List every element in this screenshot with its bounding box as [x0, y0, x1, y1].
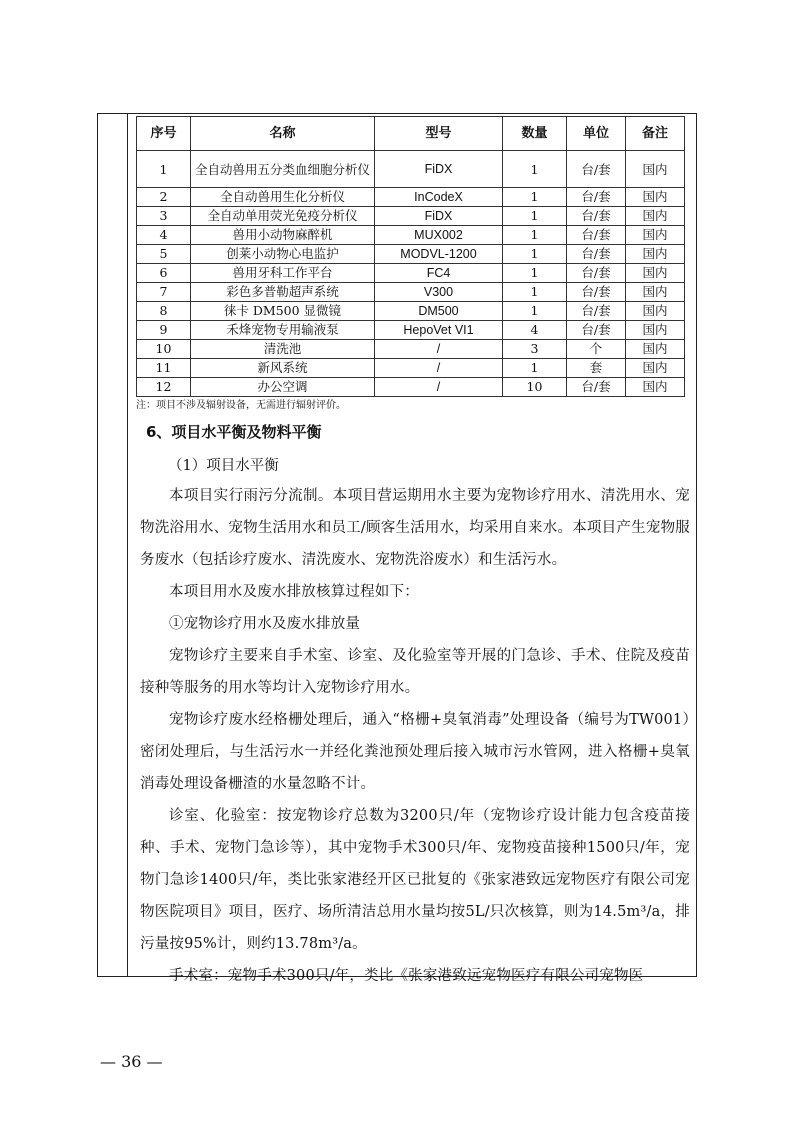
cell-name: 新风系统: [191, 359, 375, 378]
paragraph: 本项目实行雨污分流制。本项目营运期用水主要为宠物诊疗用水、清洗用水、宠物洗浴用水、宠物生活用水和员工/顾客生活用水，均采用自来水。本项目产生宠物服务废水（包括诊疗废水、清洗废水、宠物洗浴废水）和生活污水。: [140, 488, 690, 568]
subheading: （1）项目水平衡: [168, 458, 279, 474]
cell-model: /: [375, 340, 503, 359]
equipment-table: [136, 116, 685, 397]
cell-name: 清洗池: [191, 340, 375, 359]
cell-model: /: [375, 359, 503, 378]
header-unit: 单位: [567, 117, 626, 151]
cell-quantity: 3: [503, 340, 567, 359]
table-row: [137, 207, 685, 226]
paragraph: 宠物诊疗废水经格栅处理后，通入“格栅+臭氧消毒”处理设备（编号为TW001）密闭处理后，与生活污水一并经化粪池预处理后接入城市污水管网，进入格栅+臭氧消毒处理设备栅渣的水量忽略不计。: [140, 712, 690, 792]
cell-name: 彩色多普勒超声系统: [191, 283, 375, 302]
header-index: 序号: [137, 117, 191, 151]
cell-quantity: 1: [503, 302, 567, 321]
paragraph: 宠物诊疗主要来自手术室、诊室、及化验室等开展的门急诊、手术、住院及疫苗接种等服务的用水等均计入宠物诊疗用水。: [140, 648, 690, 696]
cell-index: 2: [137, 188, 191, 207]
table-row: [137, 283, 685, 302]
table-row: [137, 188, 685, 207]
cell-name: 办公空调: [191, 378, 375, 397]
paragraph: 手术室：宠物手术300只/年，类比《张家港致远宠物医疗有限公司宠物医: [169, 968, 644, 984]
cell-name: 全自动兽用五分类血细胞分析仪: [191, 151, 375, 188]
cell-model: FiDX: [375, 151, 503, 188]
cell-remark: 国内: [626, 226, 685, 245]
cell-index: 8: [137, 302, 191, 321]
cell-remark: 国内: [626, 151, 685, 188]
cell-quantity: 1: [503, 283, 567, 302]
cell-unit: 台/套: [567, 207, 626, 226]
cell-quantity: 4: [503, 321, 567, 340]
table-note: 注：项目不涉及辐射设备，无需进行辐射评价。: [136, 400, 346, 411]
cell-model: V300: [375, 283, 503, 302]
header-remark: 备注: [626, 117, 685, 151]
body-text: [140, 480, 690, 992]
paragraph: ①宠物诊疗用水及废水排放量: [169, 616, 361, 632]
table-row: [137, 245, 685, 264]
cell-name: 兽用牙科工作平台: [191, 264, 375, 283]
cell-remark: 国内: [626, 340, 685, 359]
cell-name: 全自动单用荧光免疫分析仪: [191, 207, 375, 226]
cell-remark: 国内: [626, 264, 685, 283]
cell-quantity: 1: [503, 245, 567, 264]
cell-index: 3: [137, 207, 191, 226]
paragraph: 诊室、化验室：按宠物诊疗总数为3200只/年（宠物诊疗设计能力包含疫苗接种、手术、宠物门急诊等），其中宠物手术300只/年、宠物疫苗接种1500只/年，宠物门急诊1400只/年，类比张家港经开区已批复的《张家港致远宠物医疗有限公司宠物医院项目》项目，医疗、场所清洁总用水量均按5L/只次核算，则为14.5m³/a，排污量按95%计，则约13.78m³/a。: [140, 808, 690, 952]
cell-model: MUX002: [375, 226, 503, 245]
cell-unit: 个: [567, 340, 626, 359]
table-row: [137, 226, 685, 245]
table-row: [137, 151, 685, 188]
cell-index: 12: [137, 378, 191, 397]
cell-unit: 台/套: [567, 151, 626, 188]
cell-remark: 国内: [626, 378, 685, 397]
cell-quantity: 1: [503, 188, 567, 207]
cell-model: MODVL-1200: [375, 245, 503, 264]
cell-quantity: 1: [503, 264, 567, 283]
cell-index: 6: [137, 264, 191, 283]
cell-unit: 台/套: [567, 226, 626, 245]
cell-index: 4: [137, 226, 191, 245]
cell-unit: 套: [567, 359, 626, 378]
cell-model: HepoVet VI1: [375, 321, 503, 340]
cell-unit: 台/套: [567, 245, 626, 264]
cell-name: 创莱小动物心电监护: [191, 245, 375, 264]
cell-model: InCodeX: [375, 188, 503, 207]
table-row: [137, 359, 685, 378]
table-row: [137, 264, 685, 283]
cell-quantity: 1: [503, 151, 567, 188]
table-row: [137, 302, 685, 321]
cell-unit: 台/套: [567, 302, 626, 321]
table-row: [137, 378, 685, 397]
cell-quantity: 1: [503, 226, 567, 245]
table-header-row: [137, 117, 685, 151]
cell-remark: 国内: [626, 188, 685, 207]
cell-index: 9: [137, 321, 191, 340]
header-model: 型号: [375, 117, 503, 151]
frame-inner-line: [127, 113, 128, 977]
cell-index: 7: [137, 283, 191, 302]
cell-name: 徕卡 DM500 显微镜: [191, 302, 375, 321]
cell-model: /: [375, 378, 503, 397]
header-name: 名称: [191, 117, 375, 151]
page-number: — 36 —: [100, 1052, 163, 1071]
cell-unit: 台/套: [567, 378, 626, 397]
cell-name: 全自动兽用生化分析仪: [191, 188, 375, 207]
cell-index: 11: [137, 359, 191, 378]
cell-unit: 台/套: [567, 188, 626, 207]
cell-remark: 国内: [626, 321, 685, 340]
cell-unit: 台/套: [567, 321, 626, 340]
cell-index: 10: [137, 340, 191, 359]
header-quantity: 数量: [503, 117, 567, 151]
cell-unit: 台/套: [567, 283, 626, 302]
cell-quantity: 10: [503, 378, 567, 397]
cell-remark: 国内: [626, 283, 685, 302]
cell-model: FiDX: [375, 207, 503, 226]
paragraph: 本项目用水及废水排放核算过程如下：: [169, 584, 419, 600]
cell-remark: 国内: [626, 359, 685, 378]
cell-remark: 国内: [626, 302, 685, 321]
cell-remark: 国内: [626, 207, 685, 226]
cell-name: 兽用小动物麻醉机: [191, 226, 375, 245]
cell-model: FC4: [375, 264, 503, 283]
table-row: [137, 321, 685, 340]
cell-index: 1: [137, 151, 191, 188]
cell-name: 禾烽宠物专用输液泵: [191, 321, 375, 340]
section-heading: 6、项目水平衡及物料平衡: [146, 423, 322, 441]
cell-index: 5: [137, 245, 191, 264]
table-row: [137, 340, 685, 359]
cell-remark: 国内: [626, 245, 685, 264]
cell-model: DM500: [375, 302, 503, 321]
cell-unit: 台/套: [567, 264, 626, 283]
cell-quantity: 1: [503, 207, 567, 226]
cell-quantity: 1: [503, 359, 567, 378]
